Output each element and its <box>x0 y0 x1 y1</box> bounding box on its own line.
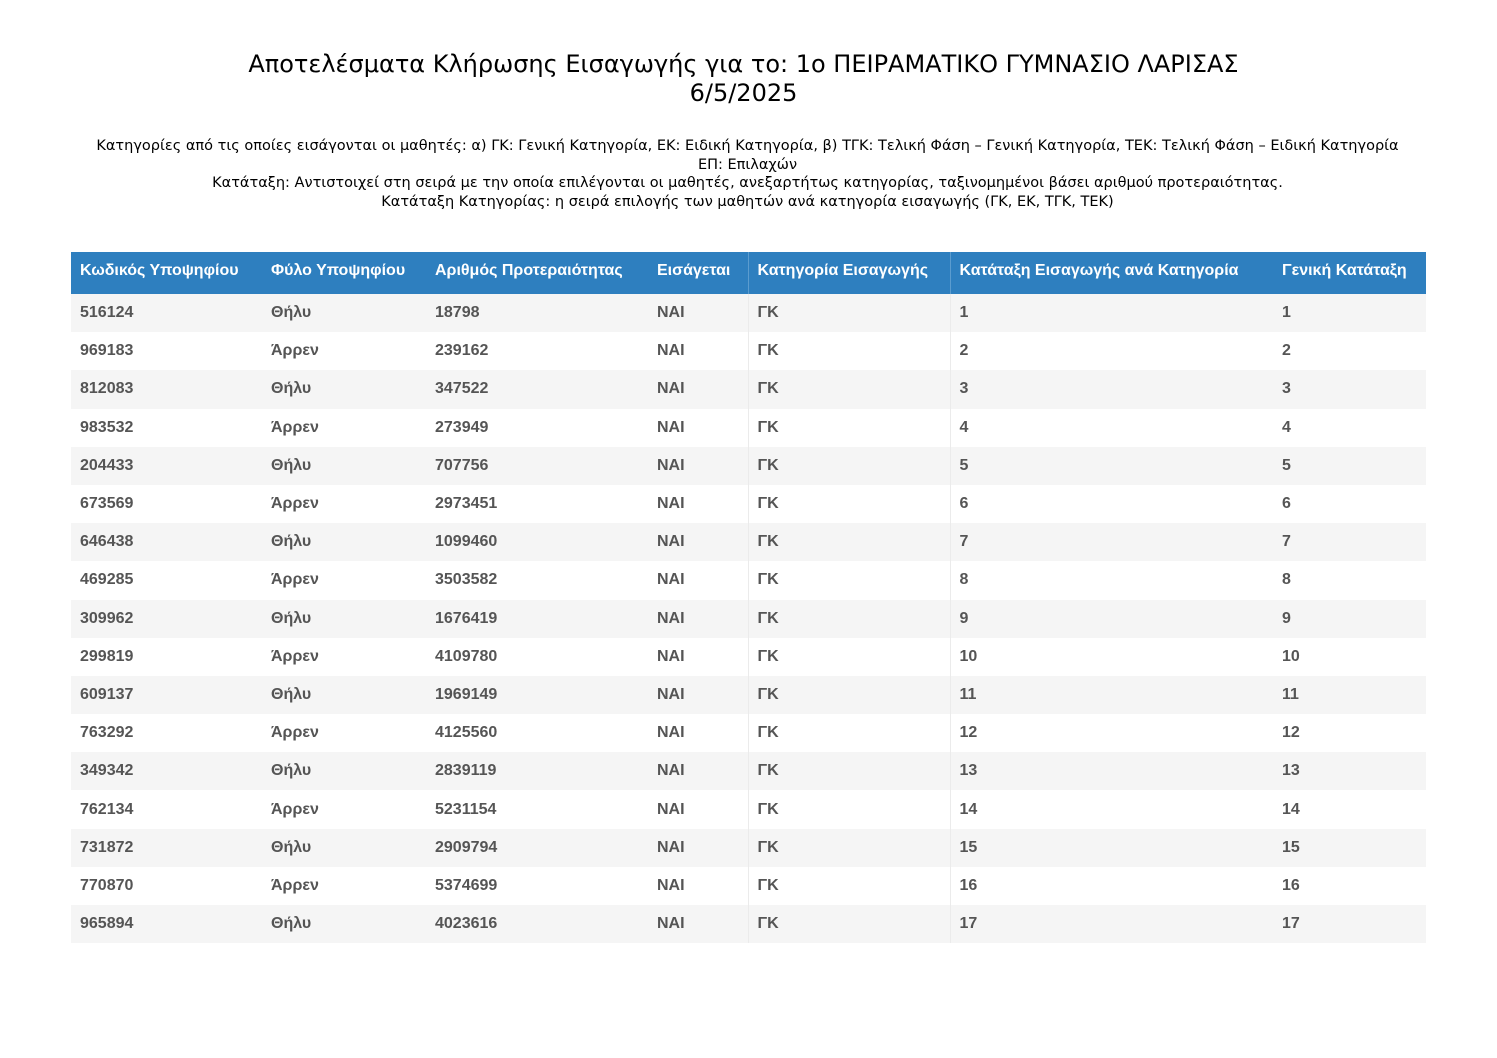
table-row <box>71 638 1426 676</box>
cell-admission-category: ΓΚ <box>748 294 950 332</box>
table-row <box>71 523 1426 561</box>
cell-admitted: ΝΑΙ <box>648 294 748 332</box>
cell-category-rank: 4 <box>950 409 1273 447</box>
cell-gender: Άρρεν <box>262 409 426 447</box>
table-row <box>71 485 1426 523</box>
table-row <box>71 294 1426 332</box>
cell-gender: Θήλυ <box>262 676 426 714</box>
cell-candidate-code: 299819 <box>71 638 262 676</box>
cell-candidate-code: 969183 <box>71 332 262 370</box>
cell-overall-rank: 10 <box>1273 638 1426 676</box>
column-header-priority-number: Αριθμός Προτεραιότητας <box>426 252 648 294</box>
cell-overall-rank: 5 <box>1273 447 1426 485</box>
title-date: 6/5/2025 <box>689 79 798 107</box>
cell-admission-category: ΓΚ <box>748 561 950 599</box>
cell-admission-category: ΓΚ <box>748 523 950 561</box>
cell-candidate-code: 983532 <box>71 409 262 447</box>
cell-overall-rank: 11 <box>1273 676 1426 714</box>
note-category-ranking: Κατάταξη Κατηγορίας: η σειρά επιλογής των μαθητών ανά κατηγορία εισαγωγής (ΓΚ, ΕΚ, ΤΓΚ, ΤΕΚ) <box>381 193 1114 210</box>
cell-admitted: ΝΑΙ <box>648 829 748 867</box>
cell-admission-category: ΓΚ <box>748 370 950 408</box>
cell-gender: Θήλυ <box>262 905 426 943</box>
table-row <box>71 447 1426 485</box>
cell-candidate-code: 965894 <box>71 905 262 943</box>
table-row <box>71 867 1426 905</box>
column-header-gender: Φύλο Υποψηφίου <box>262 252 426 294</box>
column-header-overall-rank: Γενική Κατάταξη <box>1273 252 1426 294</box>
table-row <box>71 600 1426 638</box>
cell-admitted: ΝΑΙ <box>648 409 748 447</box>
cell-admitted: ΝΑΙ <box>648 600 748 638</box>
cell-priority-number: 239162 <box>426 332 648 370</box>
cell-category-rank: 14 <box>950 790 1273 828</box>
cell-admitted: ΝΑΙ <box>648 485 748 523</box>
cell-category-rank: 10 <box>950 638 1273 676</box>
cell-priority-number: 18798 <box>426 294 648 332</box>
cell-candidate-code: 770870 <box>71 867 262 905</box>
cell-admission-category: ΓΚ <box>748 447 950 485</box>
legend-notes <box>90 137 1405 211</box>
cell-admission-category: ΓΚ <box>748 409 950 447</box>
cell-gender: Άρρεν <box>262 714 426 752</box>
cell-candidate-code: 731872 <box>71 829 262 867</box>
cell-candidate-code: 646438 <box>71 523 262 561</box>
cell-category-rank: 16 <box>950 867 1273 905</box>
column-header-category-rank: Κατάταξη Εισαγωγής ανά Κατηγορία <box>950 252 1273 294</box>
cell-gender: Θήλυ <box>262 523 426 561</box>
cell-overall-rank: 12 <box>1273 714 1426 752</box>
cell-admitted: ΝΑΙ <box>648 370 748 408</box>
cell-priority-number: 2909794 <box>426 829 648 867</box>
cell-overall-rank: 9 <box>1273 600 1426 638</box>
table-row <box>71 676 1426 714</box>
cell-category-rank: 1 <box>950 294 1273 332</box>
column-header-admission-category: Κατηγορία Εισαγωγής <box>748 252 950 294</box>
cell-priority-number: 4109780 <box>426 638 648 676</box>
cell-candidate-code: 673569 <box>71 485 262 523</box>
cell-admitted: ΝΑΙ <box>648 752 748 790</box>
table-row <box>71 561 1426 599</box>
cell-category-rank: 6 <box>950 485 1273 523</box>
cell-overall-rank: 17 <box>1273 905 1426 943</box>
cell-admitted: ΝΑΙ <box>648 790 748 828</box>
cell-priority-number: 5231154 <box>426 790 648 828</box>
cell-admission-category: ΓΚ <box>748 790 950 828</box>
table-row <box>71 714 1426 752</box>
cell-gender: Θήλυ <box>262 370 426 408</box>
cell-admitted: ΝΑΙ <box>648 676 748 714</box>
cell-category-rank: 17 <box>950 905 1273 943</box>
cell-admission-category: ΓΚ <box>748 714 950 752</box>
cell-category-rank: 3 <box>950 370 1273 408</box>
table-row <box>71 370 1426 408</box>
cell-admitted: ΝΑΙ <box>648 447 748 485</box>
cell-overall-rank: 3 <box>1273 370 1426 408</box>
cell-gender: Θήλυ <box>262 752 426 790</box>
cell-admission-category: ΓΚ <box>748 485 950 523</box>
cell-overall-rank: 1 <box>1273 294 1426 332</box>
cell-admitted: ΝΑΙ <box>648 867 748 905</box>
cell-gender: Άρρεν <box>262 332 426 370</box>
title-school: Αποτελέσματα Κλήρωσης Εισαγωγής για το: 1ο ΠΕΙΡΑΜΑΤΙΚΟ ΓΥΜΝΑΣΙΟ ΛΑΡΙΣΑΣ <box>248 50 1239 78</box>
cell-priority-number: 1099460 <box>426 523 648 561</box>
cell-overall-rank: 6 <box>1273 485 1426 523</box>
cell-gender: Άρρεν <box>262 561 426 599</box>
cell-priority-number: 273949 <box>426 409 648 447</box>
cell-overall-rank: 16 <box>1273 867 1426 905</box>
cell-category-rank: 15 <box>950 829 1273 867</box>
note-ranking: Κατάταξη: Αντιστοιχεί στη σειρά με την οποία επιλέγονται οι μαθητές, ανεξαρτήτως κατηγορίας, ταξινομημένοι βάσει αριθμού προτεραιότητας. <box>212 175 1283 192</box>
cell-gender: Άρρεν <box>262 790 426 828</box>
cell-admission-category: ΓΚ <box>748 752 950 790</box>
table-row <box>71 790 1426 828</box>
results-table <box>71 252 1426 943</box>
cell-admitted: ΝΑΙ <box>648 332 748 370</box>
cell-overall-rank: 14 <box>1273 790 1426 828</box>
cell-admission-category: ΓΚ <box>748 867 950 905</box>
column-header-admitted: Εισάγεται <box>648 252 748 294</box>
cell-priority-number: 707756 <box>426 447 648 485</box>
cell-overall-rank: 13 <box>1273 752 1426 790</box>
cell-candidate-code: 763292 <box>71 714 262 752</box>
cell-overall-rank: 7 <box>1273 523 1426 561</box>
note-categories: Κατηγορίες από τις οποίες εισάγονται οι μαθητές: α) ΓΚ: Γενική Κατηγορία, ΕΚ: Ειδική Κατηγορία, β) ΤΓΚ: Τελική Φάση – Γενική Κατηγορία, ΤΕΚ: Τελική Φάση – Ειδική Κατηγορία <box>96 138 1399 154</box>
cell-gender: Άρρεν <box>262 485 426 523</box>
cell-gender: Άρρεν <box>262 638 426 676</box>
page-title <box>0 50 1487 108</box>
cell-admission-category: ΓΚ <box>748 676 950 714</box>
note-waitlist: ΕΠ: Επιλαχών <box>697 156 798 173</box>
table-row <box>71 829 1426 867</box>
cell-admitted: ΝΑΙ <box>648 905 748 943</box>
cell-gender: Θήλυ <box>262 600 426 638</box>
cell-gender: Θήλυ <box>262 829 426 867</box>
cell-admitted: ΝΑΙ <box>648 714 748 752</box>
cell-category-rank: 9 <box>950 600 1273 638</box>
cell-overall-rank: 4 <box>1273 409 1426 447</box>
cell-overall-rank: 15 <box>1273 829 1426 867</box>
cell-admission-category: ΓΚ <box>748 638 950 676</box>
column-header-candidate-code: Κωδικός Υποψηφίου <box>71 252 262 294</box>
cell-gender: Θήλυ <box>262 294 426 332</box>
cell-candidate-code: 762134 <box>71 790 262 828</box>
cell-candidate-code: 609137 <box>71 676 262 714</box>
cell-candidate-code: 812083 <box>71 370 262 408</box>
table-row <box>71 752 1426 790</box>
cell-candidate-code: 309962 <box>71 600 262 638</box>
cell-category-rank: 2 <box>950 332 1273 370</box>
cell-candidate-code: 349342 <box>71 752 262 790</box>
cell-priority-number: 5374699 <box>426 867 648 905</box>
table-row <box>71 332 1426 370</box>
table-row <box>71 409 1426 447</box>
cell-gender: Θήλυ <box>262 447 426 485</box>
cell-priority-number: 4125560 <box>426 714 648 752</box>
cell-gender: Άρρεν <box>262 867 426 905</box>
cell-admission-category: ΓΚ <box>748 600 950 638</box>
cell-candidate-code: 204433 <box>71 447 262 485</box>
cell-priority-number: 3503582 <box>426 561 648 599</box>
cell-category-rank: 5 <box>950 447 1273 485</box>
cell-admission-category: ΓΚ <box>748 332 950 370</box>
cell-admitted: ΝΑΙ <box>648 638 748 676</box>
cell-category-rank: 11 <box>950 676 1273 714</box>
cell-category-rank: 8 <box>950 561 1273 599</box>
cell-overall-rank: 2 <box>1273 332 1426 370</box>
cell-overall-rank: 8 <box>1273 561 1426 599</box>
table-header-row <box>71 252 1426 294</box>
cell-admitted: ΝΑΙ <box>648 561 748 599</box>
cell-admission-category: ΓΚ <box>748 905 950 943</box>
cell-priority-number: 2839119 <box>426 752 648 790</box>
cell-priority-number: 1676419 <box>426 600 648 638</box>
cell-category-rank: 7 <box>950 523 1273 561</box>
cell-admission-category: ΓΚ <box>748 829 950 867</box>
cell-candidate-code: 516124 <box>71 294 262 332</box>
cell-admitted: ΝΑΙ <box>648 523 748 561</box>
cell-priority-number: 2973451 <box>426 485 648 523</box>
cell-category-rank: 13 <box>950 752 1273 790</box>
cell-priority-number: 4023616 <box>426 905 648 943</box>
table-row <box>71 905 1426 943</box>
cell-priority-number: 1969149 <box>426 676 648 714</box>
cell-category-rank: 12 <box>950 714 1273 752</box>
table-body <box>71 294 1426 943</box>
cell-candidate-code: 469285 <box>71 561 262 599</box>
cell-priority-number: 347522 <box>426 370 648 408</box>
